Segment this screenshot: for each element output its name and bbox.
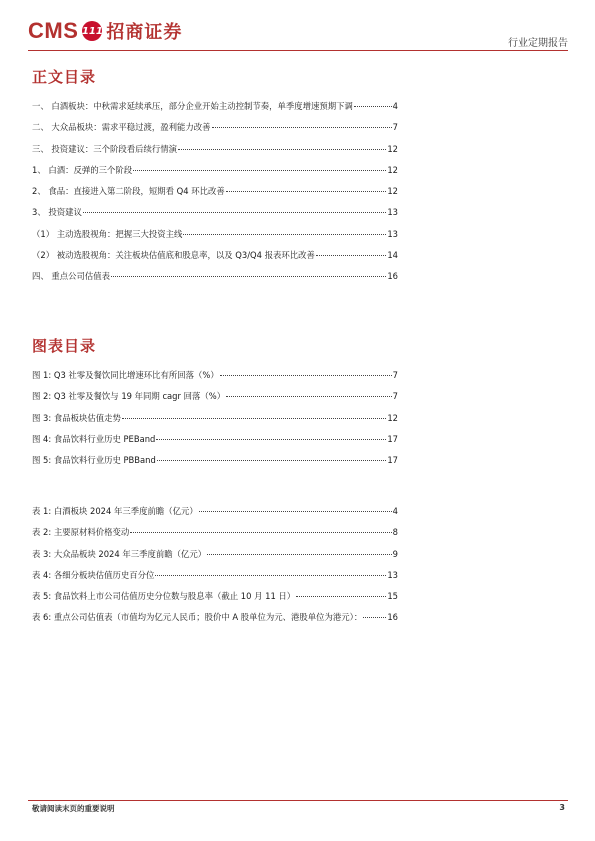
- toc-entry-text: （2） 被动选股视角：关注板块估值底和股息率，以及 Q3/Q4 报表环比改善: [32, 250, 315, 261]
- toc-entry[interactable]: [32, 96, 398, 117]
- toc-entry[interactable]: [32, 266, 398, 287]
- toc-entry-page: 13: [387, 207, 398, 218]
- toc-entry[interactable]: [32, 202, 398, 223]
- dot-leader: [156, 439, 386, 440]
- main-toc-list: [32, 96, 398, 288]
- dot-leader: [207, 554, 392, 555]
- toc-entry-page: 14: [387, 250, 398, 261]
- figure-entry-page: 7: [392, 370, 398, 380]
- logo-badge-icon: 111: [82, 21, 102, 41]
- table-entry-text: 表 3: 大众品板块 2024 年三季度前瞻（亿元）: [32, 548, 207, 559]
- toc-entry-page: 7: [392, 122, 398, 133]
- page-number: 3: [559, 803, 565, 812]
- figure-entry-text: 图 2: Q3 社零及餐饮与 19 年同期 cagr 回落（%）: [32, 391, 226, 402]
- table-entry-page: 8: [392, 527, 398, 538]
- toc-entry[interactable]: [32, 245, 398, 266]
- toc-entry-text: 一、 白酒板块：中秋需求延续承压，部分企业开始主动控制节奏，单季度增速预期下调: [32, 101, 353, 111]
- toc-entry-page: 12: [387, 143, 398, 154]
- figure-entry-text: 图 4: 食品饮料行业历史 PEBand: [32, 433, 156, 444]
- toc-entry[interactable]: [32, 160, 398, 181]
- toc-entry-text: 2、 食品：直接进入第二阶段，短期看 Q4 环比改善: [32, 186, 225, 197]
- dot-leader: [199, 511, 392, 512]
- dot-leader: [130, 532, 391, 533]
- toc-entry[interactable]: [32, 117, 398, 138]
- dot-leader: [226, 396, 392, 397]
- dot-leader: [183, 234, 386, 235]
- logo-text: CMS: [28, 18, 79, 43]
- report-type: 行业定期报告: [508, 38, 568, 49]
- toc-entry-page: 16: [387, 271, 398, 282]
- dot-leader: [220, 375, 392, 376]
- footer-divider: [28, 800, 568, 801]
- figure-entry[interactable]: [32, 429, 398, 450]
- table-entry-text: 表 6: 重点公司估值表（市值均为亿元人民币；股价中 A 股单位为元、港股单位为港元）：: [32, 612, 363, 623]
- dot-leader: [316, 255, 386, 256]
- toc-entry-text: （1） 主动选股视角：把握三大投资主线: [32, 228, 183, 239]
- table-entry[interactable]: [32, 544, 398, 565]
- toc-entry-page: 12: [387, 186, 398, 197]
- figure-entry[interactable]: [32, 365, 398, 386]
- dot-leader: [83, 212, 386, 213]
- table-entry-page: 4: [392, 506, 398, 516]
- figure-entry[interactable]: [32, 386, 398, 407]
- toc-entry[interactable]: [32, 139, 398, 160]
- dot-leader: [178, 149, 386, 150]
- cms-logo: [28, 18, 182, 44]
- table-entry-text: 表 4: 各细分板块估值历史百分位: [32, 569, 155, 580]
- dot-leader: [212, 127, 392, 128]
- table-entry-page: 15: [387, 591, 398, 602]
- dot-leader: [363, 617, 386, 618]
- toc-entry-text: 四、 重点公司估值表: [32, 271, 111, 282]
- dot-leader: [133, 170, 386, 171]
- figure-entry-page: 7: [392, 391, 398, 402]
- dot-leader: [354, 106, 392, 107]
- table-entry-text: 表 5: 食品饮料上市公司估值历史分位数与股息率（截止 10 月 11 日）: [32, 591, 296, 602]
- figure-toc-list: [32, 365, 398, 471]
- footer-note: 敬请阅读末页的重要说明: [32, 804, 115, 813]
- dot-leader: [155, 575, 386, 576]
- table-entry-page: 13: [387, 569, 398, 580]
- toc-entry[interactable]: [32, 224, 398, 245]
- table-entry-text: 表 2: 主要原材料价格变动: [32, 527, 130, 538]
- table-entry-page: 9: [392, 548, 398, 559]
- figure-entry-page: 17: [387, 455, 398, 466]
- dot-leader: [111, 276, 386, 277]
- table-entry[interactable]: [32, 586, 398, 607]
- toc-entry-page: 13: [387, 228, 398, 239]
- table-toc-list: [32, 501, 398, 629]
- table-entry-page: 16: [387, 612, 398, 623]
- table-entry[interactable]: [32, 501, 398, 522]
- table-entry-text: 表 1: 白酒板块 2024 年三季度前瞻（亿元）: [32, 506, 198, 516]
- toc-entry-text: 1、 白酒：反弹的三个阶段: [32, 164, 133, 175]
- dot-leader: [122, 418, 386, 419]
- logo-chinese-name: 招商证券: [106, 22, 183, 43]
- figure-entry-text: 图 3: 食品板块估值走势: [32, 412, 121, 423]
- figure-entry[interactable]: [32, 450, 398, 471]
- figure-entry-text: 图 5: 食品饮料行业历史 PBBand: [32, 455, 156, 466]
- toc-entry-text: 3、 投资建议: [32, 207, 82, 218]
- dot-leader: [296, 596, 386, 597]
- toc-entry-page: 12: [387, 164, 398, 175]
- dot-leader: [226, 191, 387, 192]
- dot-leader: [157, 460, 387, 461]
- toc-entry[interactable]: [32, 181, 398, 202]
- figure-entry-text: 图 1: Q3 社零及餐饮同比增速环比有所回落（%）: [32, 370, 219, 380]
- header-divider: [28, 50, 568, 51]
- toc-entry-text: 三、 投资建议：三个阶段看后续行情演: [32, 143, 178, 154]
- figure-entry-page: 17: [387, 433, 398, 444]
- toc-entry-text: 二、 大众品板块：需求平稳过渡，盈利能力改善: [32, 122, 211, 133]
- figure-entry[interactable]: [32, 408, 398, 429]
- toc-entry-page: 4: [392, 101, 398, 111]
- table-entry[interactable]: [32, 522, 398, 543]
- table-entry[interactable]: [32, 565, 398, 586]
- page-header: [28, 18, 568, 50]
- figure-toc-title: 图表目录: [32, 337, 97, 355]
- table-entry[interactable]: [32, 607, 398, 628]
- main-toc-title: 正文目录: [32, 68, 97, 86]
- figure-entry-page: 12: [387, 412, 398, 423]
